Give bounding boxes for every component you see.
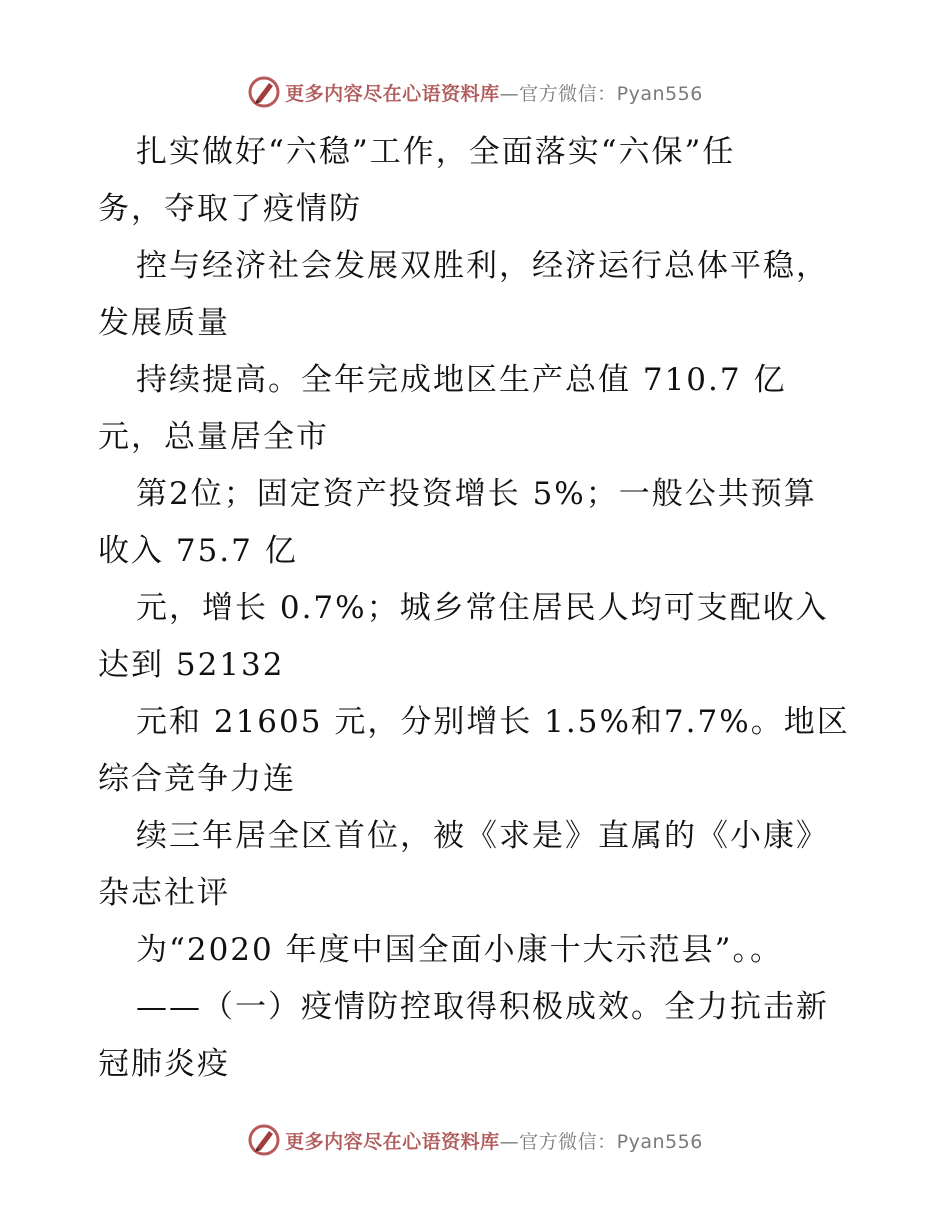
watermark-text — [285, 1127, 703, 1154]
text-line: 为“2020 年度中国全面小康十大示范县”。。 — [136, 932, 783, 968]
text-line: 控与经济社会发展双胜利，经济运行总体平稳， — [136, 248, 829, 284]
header-watermark — [0, 72, 950, 112]
watermark-wechat: —官方微信：Pyan556 — [499, 1130, 703, 1153]
text-line: 扎实做好“六稳”工作，全面落实“六保”任 — [136, 134, 736, 170]
document-body — [98, 124, 868, 1093]
text-line: 收入 75.7 亿 — [98, 533, 298, 569]
text-line: 冠肺炎疫 — [98, 1046, 230, 1082]
watermark-wechat: —官方微信：Pyan556 — [499, 82, 703, 105]
watermark-brand: 更多内容尽在心语资料库 — [285, 82, 500, 105]
text-line: 元，增长 0.7%；城乡常住居民人均可支配收入 — [136, 590, 829, 626]
text-line: 续三年居全区首位，被《求是》直属的《小康》 — [136, 818, 829, 854]
text-line: ——（一）疫情防控取得积极成效。全力抗击新 — [136, 989, 829, 1025]
text-line: 第2位；固定资产投资增长 5%；一般公共预算 — [136, 476, 817, 512]
pen-logo-icon — [247, 1123, 281, 1157]
text-line: 杂志社评 — [98, 875, 230, 911]
pen-logo-icon — [247, 75, 281, 109]
watermark-brand: 更多内容尽在心语资料库 — [285, 1130, 500, 1153]
text-line: 持续提高。全年完成地区生产总值 710.7 亿 — [136, 362, 787, 398]
watermark-text — [285, 79, 703, 106]
text-line: 元，总量居全市 — [98, 419, 329, 455]
text-line: 达到 52132 — [98, 647, 285, 683]
text-line: 元和 21605 元，分别增长 1.5%和7.7%。地区 — [136, 704, 850, 740]
text-line: 发展质量 — [98, 305, 230, 341]
text-line: 务，夺取了疫情防 — [98, 191, 362, 227]
text-line: 综合竞争力连 — [98, 761, 296, 797]
footer-watermark — [0, 1120, 950, 1160]
